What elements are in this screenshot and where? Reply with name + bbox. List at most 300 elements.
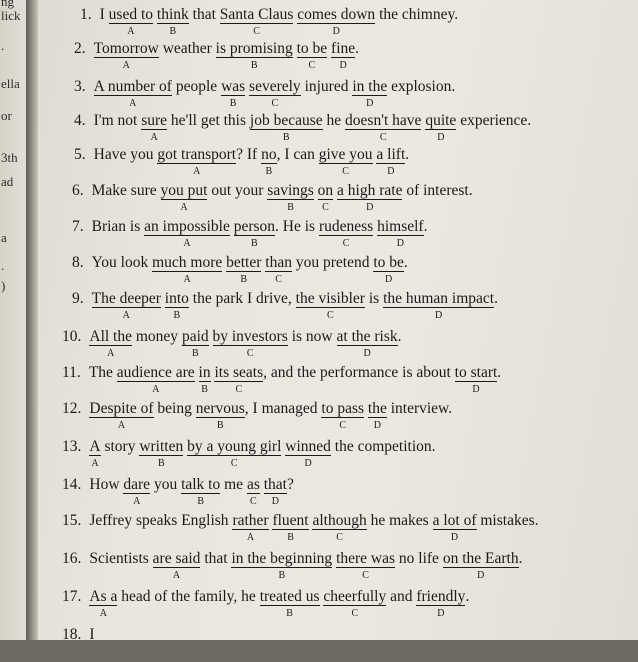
- option-text: an impossible: [144, 218, 230, 235]
- sentence-text: out your: [207, 182, 268, 199]
- option-letter: A: [91, 457, 99, 469]
- option-text: a lot of: [432, 512, 477, 529]
- option-letter: A: [117, 419, 126, 431]
- sentence-text: .: [397, 328, 402, 345]
- option-letter: A: [152, 383, 160, 395]
- question-text: [88, 364, 502, 395]
- option-text: comes down: [297, 6, 376, 23]
- question-text: [91, 290, 498, 321]
- option-text: although: [312, 512, 367, 529]
- sentence-text: he: [322, 112, 346, 129]
- question-text: [89, 550, 523, 581]
- option-text: used to: [108, 6, 154, 23]
- option-text: A number of: [93, 78, 172, 95]
- underlined-option: [116, 364, 195, 395]
- underlined-option: [123, 476, 151, 507]
- underlined-option: [318, 218, 374, 249]
- sentence-text: How: [89, 476, 124, 493]
- underlined-option: [454, 364, 498, 395]
- question-number: 1.: [80, 6, 92, 23]
- underlined-option: [249, 78, 301, 109]
- underlined-option: [246, 476, 260, 507]
- sentence-text: people: [171, 78, 222, 95]
- option-letter: C: [322, 201, 329, 213]
- sentence-text: ? If: [236, 146, 262, 163]
- sentence-text: me: [220, 476, 247, 493]
- question-text: [93, 112, 532, 143]
- sentence-text: .: [518, 550, 523, 567]
- underlined-option: [295, 290, 365, 321]
- underlined-option: [367, 400, 387, 431]
- underlined-option: [345, 112, 422, 143]
- option-letter: B: [169, 25, 177, 37]
- margin-fragment: lick: [1, 8, 21, 23]
- option-text: A: [89, 438, 101, 455]
- option-letter: D: [472, 383, 480, 395]
- underlined-option: [164, 290, 189, 321]
- option-text: better: [226, 254, 262, 271]
- option-text: himself: [377, 218, 424, 235]
- underlined-option: [285, 438, 331, 469]
- underlined-option: [263, 476, 287, 507]
- option-text: written: [139, 438, 184, 455]
- sentence-text: Scientists: [89, 550, 153, 567]
- question-number: 17.: [62, 588, 82, 605]
- sentence-text: explosion.: [387, 78, 456, 95]
- sentence-text: .: [405, 146, 410, 163]
- question-number: 9.: [72, 290, 84, 307]
- underlined-option: [108, 6, 154, 37]
- underlined-option: [160, 182, 208, 213]
- underlined-option: [181, 476, 221, 507]
- sentence-text: .: [355, 40, 360, 57]
- underlined-option: [152, 254, 223, 285]
- question-number: 18.: [62, 626, 82, 643]
- underlined-option: [383, 290, 495, 321]
- option-text: on the Earth: [442, 550, 519, 567]
- option-letter: D: [363, 347, 371, 359]
- underlined-option: [231, 550, 333, 581]
- option-letter: B: [197, 495, 204, 507]
- option-letter: B: [157, 457, 165, 469]
- sentence-text: . He is: [275, 218, 319, 235]
- option-text: Tomorrow: [93, 40, 159, 57]
- question-text: [91, 254, 408, 285]
- option-text: the visibler: [295, 290, 365, 307]
- sentence-text: he makes: [366, 512, 433, 529]
- sentence-text: the chimney.: [375, 6, 459, 23]
- option-text: All the: [89, 328, 132, 345]
- underlined-option: [198, 364, 211, 395]
- option-letter: C: [339, 419, 347, 431]
- underlined-option: [267, 182, 314, 213]
- underlined-option: [89, 588, 118, 619]
- sentence-text: he'll get this: [167, 112, 250, 129]
- option-letter: D: [396, 237, 404, 249]
- question-number: 4.: [74, 112, 86, 129]
- option-text: job because: [249, 112, 323, 129]
- question-item: [74, 78, 455, 114]
- sentence-text: , I can: [276, 146, 319, 163]
- option-text: at the risk: [336, 328, 398, 345]
- option-letter: D: [450, 531, 459, 543]
- option-text: severely: [249, 78, 301, 95]
- underlined-option: [89, 328, 132, 359]
- sentence-text: no life: [395, 550, 443, 567]
- margin-fragment: .: [1, 38, 5, 53]
- underlined-option: [432, 512, 477, 543]
- option-text: winned: [285, 438, 331, 455]
- option-text: its seats: [214, 364, 264, 381]
- sentence-text: .: [465, 588, 470, 605]
- option-text: much more: [152, 254, 223, 271]
- sentence-text: .: [423, 218, 428, 235]
- option-text: a high rate: [337, 182, 403, 199]
- underlined-option: [312, 512, 367, 543]
- sentence-text: you pretend: [291, 254, 374, 271]
- sentence-text: story: [100, 438, 140, 455]
- option-text: talk to: [181, 476, 221, 493]
- question-text: [89, 626, 94, 643]
- underlined-option: [221, 78, 246, 109]
- underlined-option: [425, 112, 457, 143]
- underlined-option: [226, 254, 262, 285]
- option-text: as: [246, 476, 260, 493]
- option-text: than: [265, 254, 292, 271]
- underlined-option: [323, 588, 387, 619]
- option-text: sure: [141, 112, 168, 129]
- question-item: [62, 476, 294, 512]
- sentence-text: is now: [287, 328, 337, 345]
- margin-fragment: ng: [1, 0, 14, 9]
- option-text: savings: [267, 182, 314, 199]
- underlined-option: [376, 146, 406, 177]
- option-text: fine: [331, 40, 356, 57]
- option-letter: B: [250, 59, 258, 71]
- question-item: [62, 328, 402, 364]
- underlined-option: [89, 438, 101, 469]
- underlined-option: [89, 400, 154, 431]
- question-item: [62, 512, 539, 548]
- sentence-text: the park I drive,: [188, 290, 296, 307]
- question-item: [80, 6, 458, 42]
- option-letter: B: [278, 569, 286, 581]
- sentence-text: .: [497, 364, 502, 381]
- option-letter: B: [201, 383, 208, 395]
- underlined-option: [337, 182, 403, 213]
- question-number: 3.: [74, 78, 86, 95]
- question-text: [99, 6, 459, 37]
- question-item: [62, 588, 469, 624]
- option-letter: A: [129, 97, 137, 109]
- option-text: into: [164, 290, 189, 307]
- option-text: give you: [318, 146, 373, 163]
- option-text: to be: [296, 40, 328, 57]
- question-number: 8.: [72, 254, 84, 271]
- question-item: [72, 290, 498, 326]
- sentence-text: and: [386, 588, 417, 605]
- option-text: in the beginning: [231, 550, 333, 567]
- option-letter: D: [387, 165, 395, 177]
- option-text: in the: [352, 78, 388, 95]
- option-letter: C: [271, 97, 279, 109]
- question-number: 16.: [62, 550, 82, 567]
- option-letter: B: [173, 309, 181, 321]
- option-text: is promising: [215, 40, 293, 57]
- sentence-text: being: [153, 400, 196, 417]
- question-item: [72, 182, 473, 218]
- question-number: 6.: [72, 182, 84, 199]
- sentence-text: mistakes.: [476, 512, 539, 529]
- option-text: to be: [373, 254, 404, 271]
- sentence-text: .: [494, 290, 498, 307]
- sentence-text: the competition.: [330, 438, 436, 455]
- option-text: rather: [232, 512, 269, 529]
- question-text: [91, 218, 428, 249]
- underlined-option: [321, 400, 365, 431]
- option-letter: B: [282, 131, 290, 143]
- underlined-option: [156, 6, 189, 37]
- sentence-text: weather: [158, 40, 216, 57]
- question-item: [74, 40, 359, 76]
- option-letter: D: [437, 607, 445, 619]
- option-text: The deeper: [91, 290, 161, 307]
- option-letter: D: [385, 273, 393, 285]
- margin-fragment: a: [1, 230, 7, 245]
- option-letter: C: [342, 165, 349, 177]
- sentence-text: The: [88, 364, 117, 381]
- option-text: got transport: [157, 146, 237, 163]
- sentence-text: I: [99, 6, 109, 23]
- underlined-option: [93, 78, 172, 109]
- option-text: to start: [454, 364, 498, 381]
- question-text: [89, 400, 453, 431]
- sentence-text: interview.: [386, 400, 453, 417]
- question-number: 13.: [62, 438, 82, 455]
- option-text: the: [367, 400, 387, 417]
- option-letter: A: [183, 237, 191, 249]
- sentence-text: money: [132, 328, 182, 345]
- sentence-text: , and the performance is about: [263, 364, 455, 381]
- question-item: [62, 550, 522, 586]
- option-letter: C: [351, 607, 359, 619]
- option-letter: B: [287, 531, 294, 543]
- sentence-text: is: [364, 290, 384, 307]
- option-text: treated us: [259, 588, 320, 605]
- option-letter: D: [437, 131, 445, 143]
- sentence-text: Jeffrey speaks English: [89, 512, 233, 529]
- underlined-option: [296, 40, 328, 71]
- question-item: [72, 218, 427, 254]
- sentence-text: , I managed: [244, 400, 322, 417]
- option-text: nervous: [195, 400, 245, 417]
- question-number: 10.: [62, 328, 82, 345]
- option-text: to pass: [321, 400, 365, 417]
- question-text: [89, 588, 470, 619]
- option-letter: C: [362, 569, 369, 581]
- question-item: [74, 146, 409, 182]
- underlined-option: [297, 6, 376, 37]
- underlined-option: [232, 512, 269, 543]
- sentence-text: that: [188, 6, 220, 23]
- option-letter: A: [172, 569, 181, 581]
- margin-fragment: ella: [1, 76, 20, 91]
- question-text: [91, 182, 473, 213]
- option-letter: C: [253, 25, 260, 37]
- option-letter: A: [122, 59, 130, 71]
- option-text: no: [261, 146, 277, 163]
- question-number: 11.: [62, 364, 81, 381]
- option-letter: B: [251, 237, 258, 249]
- underlined-option: [195, 400, 245, 431]
- option-letter: C: [326, 309, 334, 321]
- option-letter: D: [339, 59, 347, 71]
- margin-fragment: .: [1, 258, 5, 273]
- sentence-text: Have you: [93, 146, 158, 163]
- question-item: [74, 112, 531, 148]
- sentence-text: .: [403, 254, 408, 271]
- sentence-text: of interest.: [402, 182, 473, 199]
- underlined-option: [152, 550, 201, 581]
- margin-fragment: 3th: [1, 150, 18, 165]
- option-text: dare: [123, 476, 151, 493]
- underlined-option: [265, 254, 292, 285]
- underlined-option: [214, 364, 264, 395]
- option-text: Santa Claus: [219, 6, 294, 23]
- question-text: [89, 438, 436, 469]
- option-letter: C: [379, 131, 387, 143]
- option-text: paid: [181, 328, 209, 345]
- underlined-option: [416, 588, 466, 619]
- option-letter: A: [150, 131, 158, 143]
- option-text: friendly: [416, 588, 466, 605]
- option-letter: B: [229, 97, 237, 109]
- underlined-option: [317, 182, 334, 213]
- underlined-option: [377, 218, 424, 249]
- underlined-option: [336, 328, 398, 359]
- underlined-option: [91, 290, 161, 321]
- option-text: person: [233, 218, 276, 235]
- underlined-option: [219, 6, 294, 37]
- option-text: think: [156, 6, 189, 23]
- question-item: [62, 400, 452, 436]
- sentence-text: injured: [300, 78, 353, 95]
- option-letter: B: [191, 347, 199, 359]
- option-text: by a young girl: [187, 438, 282, 455]
- option-letter: D: [271, 495, 279, 507]
- underlined-option: [336, 550, 396, 581]
- option-letter: B: [216, 419, 224, 431]
- question-number: 2.: [74, 40, 86, 57]
- underlined-option: [259, 588, 320, 619]
- underlined-option: [233, 218, 276, 249]
- option-letter: D: [373, 419, 381, 431]
- question-text: [89, 476, 294, 507]
- underlined-option: [272, 512, 309, 543]
- option-letter: C: [308, 59, 316, 71]
- option-text: doesn't have: [345, 112, 422, 129]
- margin-fragment: or: [1, 108, 12, 123]
- question-text: [89, 512, 539, 543]
- question-text: [89, 328, 402, 359]
- underlined-option: [141, 112, 168, 143]
- option-letter: D: [366, 97, 374, 109]
- underlined-option: [261, 146, 277, 177]
- option-text: As a: [89, 588, 118, 605]
- option-text: was: [221, 78, 246, 95]
- option-letter: C: [342, 237, 350, 249]
- margin-fragment: ): [1, 278, 6, 293]
- option-letter: A: [246, 531, 255, 543]
- question-item: [62, 364, 501, 400]
- sentence-text: Brian is: [91, 218, 145, 235]
- option-text: there was: [336, 550, 396, 567]
- question-item: [62, 438, 436, 474]
- underlined-option: [187, 438, 282, 469]
- option-letter: A: [180, 201, 188, 213]
- option-text: by investors: [212, 328, 288, 345]
- underlined-option: [93, 40, 159, 71]
- underlined-option: [373, 254, 404, 285]
- sentence-text: You look: [91, 254, 153, 271]
- option-letter: A: [99, 607, 107, 619]
- question-text: [93, 78, 456, 109]
- option-letter: C: [235, 383, 243, 395]
- question-number: 5.: [74, 146, 86, 163]
- option-letter: A: [127, 25, 135, 37]
- option-letter: A: [107, 347, 115, 359]
- underlined-option: [331, 40, 356, 71]
- question-number: 15.: [62, 512, 82, 529]
- option-text: that: [263, 476, 287, 493]
- option-text: a lift: [376, 146, 406, 163]
- option-letter: A: [193, 165, 201, 177]
- option-letter: D: [434, 309, 443, 321]
- option-letter: B: [265, 165, 273, 177]
- sentence-text: I: [89, 626, 95, 643]
- option-letter: C: [250, 495, 257, 507]
- sentence-text: ?: [286, 476, 294, 493]
- question-number: 12.: [62, 400, 82, 417]
- option-text: in: [198, 364, 211, 381]
- option-text: are said: [152, 550, 201, 567]
- option-text: the human impact: [383, 290, 495, 307]
- option-letter: A: [183, 273, 191, 285]
- underlined-option: [352, 78, 388, 109]
- option-letter: C: [275, 273, 282, 285]
- option-letter: C: [336, 531, 343, 543]
- option-letter: C: [246, 347, 254, 359]
- underlined-option: [139, 438, 184, 469]
- option-letter: B: [240, 273, 248, 285]
- sentence-text: head of the family, he: [117, 588, 260, 605]
- option-letter: A: [133, 495, 141, 507]
- sentence-text: that: [200, 550, 232, 567]
- sentence-text: I'm not: [93, 112, 142, 129]
- question-number: 14.: [62, 476, 82, 493]
- sentence-text: you: [150, 476, 182, 493]
- option-letter: B: [287, 201, 294, 213]
- underlined-option: [212, 328, 288, 359]
- margin-fragment: ad: [1, 174, 14, 189]
- sentence-text: experience.: [456, 112, 532, 129]
- question-text: [93, 40, 360, 71]
- underlined-option: [249, 112, 323, 143]
- question-item: [62, 626, 95, 662]
- option-letter: A: [122, 309, 130, 321]
- option-text: cheerfully: [323, 588, 387, 605]
- sentence-text: Make sure: [91, 182, 161, 199]
